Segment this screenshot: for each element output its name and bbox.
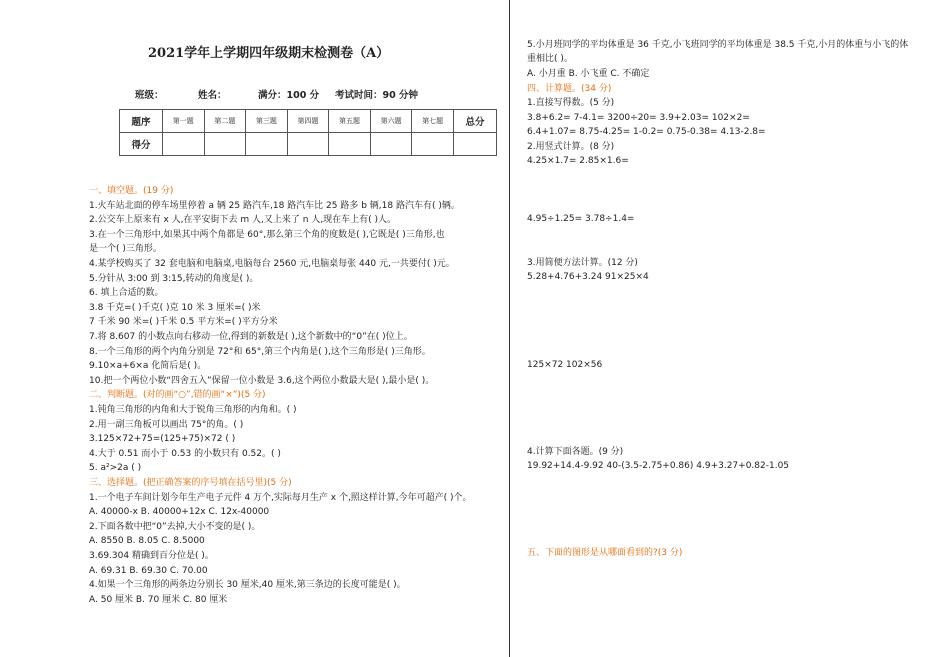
question-line: A. 40000-x B. 40000+12x C. 12x-40000: [89, 507, 270, 517]
section-heading: 三、选择题。(把正确答案的序号填在括号里)(5 分): [89, 478, 292, 488]
question-line: 5. a²>2a ( ): [89, 463, 142, 473]
row-label-score: 得分: [120, 133, 163, 156]
class-label: 班级：: [135, 90, 164, 101]
section-heading: 一、填空题。(19 分): [89, 186, 174, 196]
page-title: 2021学年上学期四年级期末检测卷（A）: [148, 46, 390, 61]
question-line: 7.将 8.607 的小数点向右移动一位,得到的新数是( ),这个新数中的“0”在( )位上。: [89, 332, 413, 342]
question-line: 3.69.304 精确到百分位是( )。: [89, 551, 214, 561]
question-line: 6. 填上合适的数。: [89, 288, 164, 298]
question-line: 4.大于 0.51 而小于 0.53 的小数只有 0.52。( ): [89, 449, 281, 459]
score-cell[interactable]: [329, 133, 371, 156]
question-line: 4.计算下面各题。(9 分): [527, 447, 624, 457]
col-1: 第一题: [163, 110, 205, 133]
col-2: 第二题: [204, 110, 246, 133]
question-line: 2.用竖式计算。(8 分): [527, 142, 615, 152]
question-line: 1.火车站北面的停车场里停着 a 辆 25 路汽车,18 路汽车比 25 路多 b 辆,18 路汽车有( )辆。: [89, 201, 460, 211]
question-line: 1.钝角三角形的内角和大于锐角三角形的内角和。( ): [89, 405, 297, 415]
question-line: 3.125×72+75=(125+75)×72 ( ): [89, 434, 236, 444]
question-line: 是一个( )三角形。: [89, 244, 162, 254]
question-line: 8.一个三角形的两个内角分别是 72°和 65°,第三个内角是( ),这个三角形是( )三角形。: [89, 347, 431, 357]
question-line: 19.92+14.4-9.92 40-(3.5-2.75+0.86) 4.9+3.27+0.82-1.05: [527, 461, 790, 471]
question-line: 5.分针从 3:00 到 3:15,转动的角度是( )。: [89, 274, 259, 284]
score-cell[interactable]: [246, 133, 288, 156]
question-line: 9.10×a+6×a 化简后是( )。: [89, 361, 207, 371]
question-line: 7 千米 90 米=( )千米 0.5 平方米=( )平方分米: [89, 317, 278, 327]
question-line: 2.下面各数中把“0”去掉,大小不变的是( )。: [89, 522, 261, 532]
question-line: 2.公交车上原来有 x 人,在平安街下去 m 人,又上来了 n 人,现在车上有( )人。: [89, 215, 397, 225]
col-4: 第四题: [287, 110, 329, 133]
col-7: 第七题: [412, 110, 454, 133]
section-heading: 二、判断题。(对的画“○”,错的画“×”)(5 分): [89, 390, 266, 400]
question-line: 3.用简便方法计算。(12 分): [527, 258, 638, 268]
question-line: 4.25×1.7= 2.85×1.6=: [527, 156, 629, 166]
question-line: 125×72 102×56: [527, 360, 603, 370]
question-line: 4.95÷1.25= 3.78÷1.4=: [527, 214, 635, 224]
exam-time: 考试时间：90 分钟: [335, 90, 419, 101]
column-divider: [509, 0, 510, 657]
question-line: 1.一个电子车间计划今年生产电子元件 4 万个,实际每月生产 x 个,照这样计算,今年可超产( )个。: [89, 493, 472, 503]
row-label-order: 题序: [120, 110, 163, 133]
score-cell[interactable]: [204, 133, 246, 156]
col-5: 第五题: [329, 110, 371, 133]
score-cell[interactable]: [163, 133, 205, 156]
question-line: 5.小月班同学的平均体重是 36 千克,小飞班同学的平均体重是 38.5 千克,小月的体重与小飞的体: [527, 40, 909, 50]
question-line: A. 8550 B. 8.05 C. 8.5000: [89, 536, 205, 546]
score-table: [119, 109, 497, 156]
section-heading: 四、计算题。(34 分): [527, 84, 612, 94]
question-line: 1.直接写得数。(5 分): [527, 98, 615, 108]
question-line: 5.28+4.76+3.24 91×25×4: [527, 272, 649, 282]
question-line: A. 50 厘米 B. 70 厘米 C. 80 厘米: [89, 595, 228, 605]
question-line: 6.4+1.07= 8.75-4.25= 1-0.2= 0.75-0.38= 4.13-2.8=: [527, 127, 766, 137]
question-line: 4.如果一个三角形的两条边分别长 30 厘米,40 厘米,第三条边的长度可能是( )。: [89, 580, 406, 590]
question-line: 2.用一副三角板可以画出 75°的角。( ): [89, 420, 244, 430]
question-line: 3.在一个三角形中,如果其中两个角都是 60°,那么第三个角的度数是( ),它既是( )三角形,也: [89, 230, 445, 240]
question-line: A. 69.31 B. 69.30 C. 70.00: [89, 566, 208, 576]
score-cell[interactable]: [454, 133, 497, 156]
question-line: 10.把一个两位小数“四舍五入”保留一位小数是 3.6,这个两位小数最大是( ),最小是( )。: [89, 376, 435, 386]
score-cell[interactable]: [370, 133, 412, 156]
question-line: 3.8+6.2= 7-4.1= 3200÷20= 3.9+2.03= 102×2=: [527, 113, 750, 123]
question-line: 重相比( )。: [527, 54, 573, 64]
question-line: A. 小月重 B. 小飞重 C. 不确定: [527, 69, 650, 79]
name-label: 姓名：: [198, 90, 227, 101]
score-cell[interactable]: [412, 133, 454, 156]
question-line: 3.8 千克=( )千克( )克 10 米 3 厘米=( )米: [89, 303, 261, 313]
score-cell[interactable]: [287, 133, 329, 156]
question-line: 4.某学校购买了 32 套电脑和电脑桌,电脑每台 2560 元,电脑桌每张 440 元,一共要付( )元。: [89, 259, 455, 269]
section-heading: 五、下面的图形是从哪面看到的?(3 分): [527, 548, 683, 558]
full-score: 满分：100 分: [258, 90, 320, 101]
col-3: 第三题: [246, 110, 288, 133]
col-6: 第六题: [370, 110, 412, 133]
total-label: 总分: [454, 110, 497, 133]
